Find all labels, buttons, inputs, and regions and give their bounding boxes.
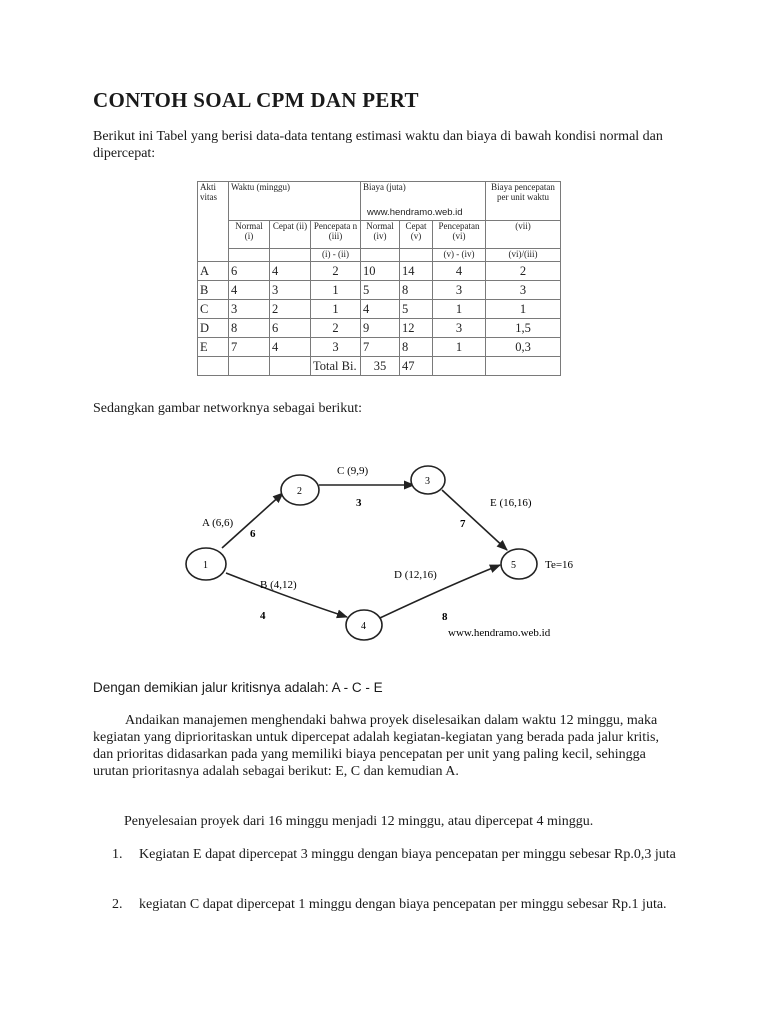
list-item bbox=[112, 846, 689, 863]
edge-b-duration: 4 bbox=[260, 610, 266, 622]
total-label: Total Bi. bbox=[311, 357, 361, 376]
edge-b-label: B (4,12) bbox=[260, 579, 297, 591]
cell: 4 bbox=[361, 300, 400, 319]
table-row bbox=[198, 338, 561, 357]
cell: 1 bbox=[311, 281, 361, 300]
header-waktu: Waktu (minggu) bbox=[229, 182, 361, 221]
cell: 3 bbox=[433, 281, 486, 300]
table-watermark: www.hendramo.web.id bbox=[367, 207, 463, 218]
edge-d-label: D (12,16) bbox=[394, 569, 437, 581]
list-item bbox=[112, 896, 689, 913]
cell: 3 bbox=[486, 281, 561, 300]
node-2-label: 2 bbox=[297, 486, 302, 497]
node-5-label: 5 bbox=[511, 560, 516, 571]
cell: 2 bbox=[270, 300, 311, 319]
list-item-text: Kegiatan E dapat dipercepat 3 minggu dengan biaya pencepatan per minggu sebesar Rp.0,3 juta bbox=[139, 847, 676, 862]
total-normal: 35 bbox=[361, 357, 400, 376]
header-aktivitas: Akti vitas bbox=[198, 182, 229, 262]
cell-activity: C bbox=[198, 300, 229, 319]
cell: 2 bbox=[311, 262, 361, 281]
edge-c-duration: 3 bbox=[356, 497, 362, 509]
cell: 12 bbox=[400, 319, 433, 338]
cell: 6 bbox=[270, 319, 311, 338]
cell: 3 bbox=[311, 338, 361, 357]
subheader-cepat-v: Cepat (v) bbox=[400, 221, 433, 249]
diagram-watermark: www.hendramo.web.id bbox=[448, 627, 551, 639]
edge-e-duration: 7 bbox=[460, 518, 466, 530]
cell: 1 bbox=[486, 300, 561, 319]
list-item-text: kegiatan C dapat dipercepat 1 minggu dengan biaya pencepatan per minggu sebesar Rp.1 juta. bbox=[139, 897, 667, 912]
steps-list bbox=[112, 846, 689, 863]
subheader-percepatan-iii: Pencepata n (iii) bbox=[311, 221, 361, 249]
steps-list-continued bbox=[112, 896, 689, 913]
cell: 3 bbox=[270, 281, 311, 300]
cell: 5 bbox=[361, 281, 400, 300]
cell-activity: B bbox=[198, 281, 229, 300]
network-intro: Sedangkan gambar networknya sebagai berikut: bbox=[93, 401, 363, 416]
edge-e-label: E (16,16) bbox=[490, 497, 532, 509]
formula-iii: (i) - (ii) bbox=[311, 249, 361, 262]
node-1-label: 1 bbox=[203, 560, 208, 571]
table-subheader-row bbox=[198, 221, 561, 249]
intro-paragraph: Berikut ini Tabel yang berisi data-data tentang estimasi waktu dan biaya di bawah kondisi normal dan dipercepat: bbox=[93, 129, 663, 161]
node-5 bbox=[501, 549, 537, 579]
cell: 6 bbox=[229, 262, 270, 281]
cell-activity: E bbox=[198, 338, 229, 357]
cell: 8 bbox=[400, 281, 433, 300]
cell: 3 bbox=[433, 319, 486, 338]
table-row bbox=[198, 319, 561, 338]
cell: 1 bbox=[311, 300, 361, 319]
te-label: Te=16 bbox=[545, 559, 574, 571]
edge-d-duration: 8 bbox=[442, 611, 448, 623]
cell: 1 bbox=[433, 300, 486, 319]
header-biaya bbox=[361, 182, 486, 221]
network-diagram bbox=[180, 455, 600, 645]
cell-activity: A bbox=[198, 262, 229, 281]
scenario-paragraph: Andaikan manajemen menghendaki bahwa proyek diselesaikan dalam waktu 12 minggu, maka kegiatan yang diprioritaskan untuk dipercepat adalah kegiatan-kegiatan yang berada pada jalur kritis, dan prioritas didasarkan pada yang memiliki biaya pencepatan per unit yang paling kecil, sehingga urutan prioritasnya adalah sebagai berikut: E, C dan kemudian A. bbox=[93, 713, 659, 779]
cell-activity: D bbox=[198, 319, 229, 338]
formula-vi: (v) - (iv) bbox=[433, 249, 486, 262]
table-row bbox=[198, 300, 561, 319]
table-row bbox=[198, 281, 561, 300]
list-item-number: 1. bbox=[112, 847, 123, 862]
cell: 4 bbox=[270, 338, 311, 357]
cell: 8 bbox=[400, 338, 433, 357]
cell: 10 bbox=[361, 262, 400, 281]
cell: 1,5 bbox=[486, 319, 561, 338]
header-biaya-pencepatan: Biaya pencepatan per unit waktu bbox=[486, 182, 561, 221]
table-formula-row bbox=[198, 249, 561, 262]
subheader-cepat-ii: Cepat (ii) bbox=[270, 221, 311, 249]
subheader-pencepatan-vi: Pencepatan (vi) bbox=[433, 221, 486, 249]
cell: 5 bbox=[400, 300, 433, 319]
cell: 2 bbox=[311, 319, 361, 338]
subheader-normal-i: Normal (i) bbox=[229, 221, 270, 249]
cell: 9 bbox=[361, 319, 400, 338]
cell: 4 bbox=[270, 262, 311, 281]
cell: 7 bbox=[229, 338, 270, 357]
formula-vii: (vi)/(iii) bbox=[486, 249, 561, 262]
cell: 2 bbox=[486, 262, 561, 281]
cost-time-table bbox=[197, 181, 561, 376]
cell: 0,3 bbox=[486, 338, 561, 357]
cell: 8 bbox=[229, 319, 270, 338]
total-cepat: 47 bbox=[400, 357, 433, 376]
node-4-label: 4 bbox=[361, 621, 366, 632]
table-total-row bbox=[198, 357, 561, 376]
list-item-number: 2. bbox=[112, 897, 123, 912]
edge-a-duration: 6 bbox=[250, 528, 256, 540]
header-biaya-label: Biaya (juta) bbox=[363, 182, 406, 192]
cell: 14 bbox=[400, 262, 433, 281]
critical-path-text: Dengan demikian jalur kritisnya adalah: A - C - E bbox=[93, 680, 383, 695]
edge-a-label: A (6,6) bbox=[202, 517, 234, 529]
node-3-label: 3 bbox=[425, 476, 430, 487]
subheader-vii: (vii) bbox=[486, 221, 561, 249]
table-header-row bbox=[198, 182, 561, 221]
table-row bbox=[198, 262, 561, 281]
page-title: CONTOH SOAL CPM DAN PERT bbox=[93, 88, 419, 112]
cell: 1 bbox=[433, 338, 486, 357]
subheader-normal-iv: Normal (iv) bbox=[361, 221, 400, 249]
cell: 7 bbox=[361, 338, 400, 357]
cell: 4 bbox=[433, 262, 486, 281]
edge-c-label: C (9,9) bbox=[337, 465, 369, 477]
cell: 3 bbox=[229, 300, 270, 319]
completion-paragraph: Penyelesaian proyek dari 16 minggu menjadi 12 minggu, atau dipercepat 4 minggu. bbox=[124, 814, 594, 829]
cell: 4 bbox=[229, 281, 270, 300]
